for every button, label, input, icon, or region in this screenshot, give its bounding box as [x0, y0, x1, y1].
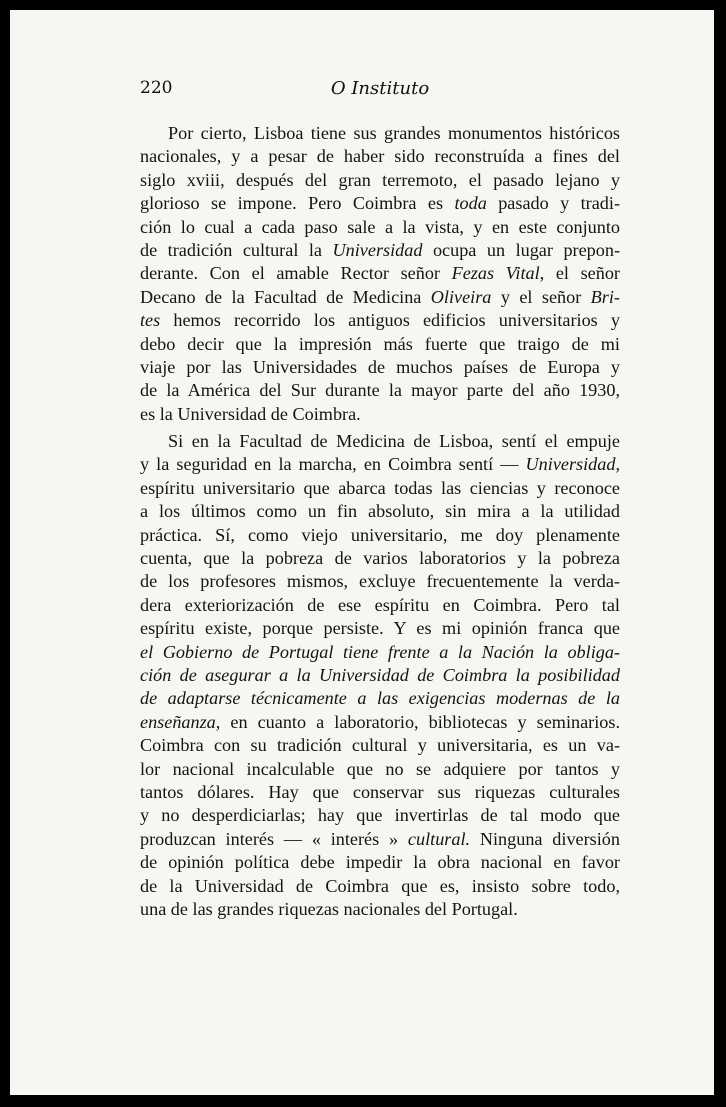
text-line: de los profesores mismos, excluye frecuentemente la verda-	[140, 571, 620, 592]
text-line: glorioso se impone. Pero Coimbra es toda pasado y tradi-	[140, 193, 620, 214]
text-line: enseñanza, en cuanto a laboratorio, bibliotecas y seminarios.	[140, 711, 620, 732]
book-page	[10, 10, 714, 1095]
paragraph-1	[140, 122, 620, 426]
paragraph-2	[140, 430, 620, 921]
text-line: lor nacional incalculable que no se adquiere por tantos y	[140, 758, 620, 779]
text-line: una de las grandes riquezas nacionales del Portugal.	[140, 898, 518, 919]
text-line: de la América del Sur durante la mayor parte del año 1930,	[140, 380, 620, 401]
text-line: Decano de la Facultad de Medicina Oliveira y el señor Bri-	[140, 286, 620, 307]
text-line: ción de asegurar a la Universidad de Coimbra la posibilidad	[140, 664, 620, 685]
text-line: espíritu existe, porque persiste. Y es mi opinión franca que	[140, 618, 620, 639]
page-number: 220	[140, 78, 173, 98]
text-line: de adaptarse técnicamente a las exigencias modernas de la	[140, 688, 620, 709]
text-line: Coimbra con su tradición cultural y universitaria, es un va-	[140, 735, 620, 756]
text-line: siglo xviii, después del gran terremoto, el pasado lejano y	[140, 169, 620, 190]
text-line: tes hemos recorrido los antiguos edificios universitarios y	[140, 310, 620, 331]
text-line: y la seguridad en la marcha, en Coimbra sentí — Universidad,	[140, 454, 620, 475]
text-line: dera exteriorización de ese espíritu en Coimbra. Pero tal	[140, 594, 620, 615]
text-line: produzcan interés — « interés » cultural. Ninguna diversión	[140, 828, 620, 849]
running-title: O Instituto	[330, 78, 430, 99]
text-line: es la Universidad de Coimbra.	[140, 403, 361, 424]
text-line: de tradición cultural la Universidad ocupa un lugar prepon-	[140, 239, 621, 260]
text-line: debo decir que la impresión más fuerte que traigo de mi	[140, 333, 620, 354]
text-line: nacionales, y a pesar de haber sido reconstruída a fines del	[140, 146, 620, 167]
page-header	[140, 78, 620, 108]
text-line: derante. Con el amable Rector señor Fezas Vital, el señor	[140, 263, 620, 284]
text-line: de opinión política debe impedir la obra nacional en favor	[140, 852, 620, 873]
text-line: Si en la Facultad de Medicina de Lisboa, sentí el empuje	[168, 431, 620, 452]
body-text	[140, 122, 620, 921]
text-line: ción lo cual a cada paso sale a la vista, y en este conjunto	[140, 216, 620, 237]
text-line: Por cierto, Lisboa tiene sus grandes monumentos históricos	[168, 123, 620, 143]
text-line: de la Universidad de Coimbra que es, insisto sobre todo,	[140, 875, 620, 896]
text-line: viaje por las Universidades de muchos países de Europa y	[140, 356, 620, 377]
text-line: tantos dólares. Hay que conservar sus riquezas culturales	[140, 781, 620, 802]
text-line: cuenta, que la pobreza de varios laboratorios y la pobreza	[140, 548, 620, 569]
text-line: el Gobierno de Portugal tiene frente a la Nación la obliga-	[140, 641, 620, 662]
text-line: práctica. Sí, como viejo universitario, me doy plenamente	[140, 524, 620, 545]
text-line: espíritu universitario que abarca todas las ciencias y reconoce	[140, 477, 620, 498]
text-line: a los últimos como un fin absoluto, sin mira a la utilidad	[140, 501, 620, 522]
text-line: y no desperdiciarlas; hay que invertirlas de tal modo que	[140, 805, 620, 826]
